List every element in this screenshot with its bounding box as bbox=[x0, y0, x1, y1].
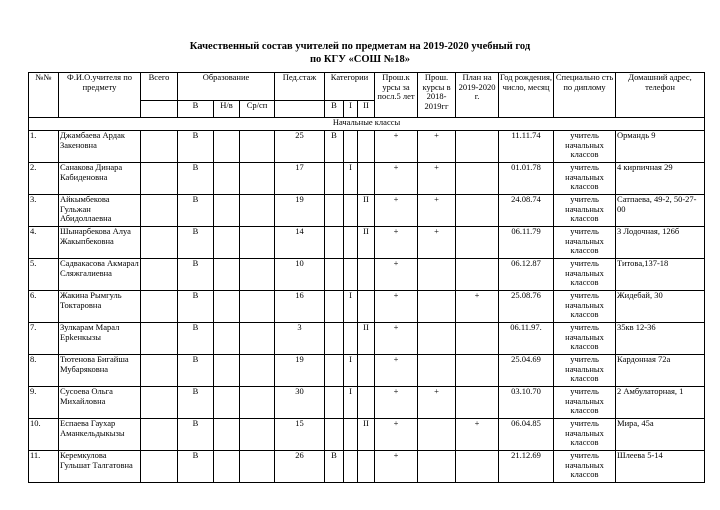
courses-past: + bbox=[375, 451, 418, 483]
category-highest bbox=[325, 419, 344, 451]
edu-secondary-special bbox=[240, 387, 275, 419]
category-second: II bbox=[358, 227, 375, 259]
row-number: 6. bbox=[29, 291, 59, 323]
teacher-name: Еспаева Гаухар Аманкельдыкызы bbox=[59, 419, 141, 451]
category-highest bbox=[325, 387, 344, 419]
plan-2019: + bbox=[456, 291, 499, 323]
home-address: Жидебай, 30 bbox=[616, 291, 705, 323]
courses-2018: + bbox=[418, 131, 456, 163]
edu-higher: В bbox=[178, 131, 214, 163]
birth-date: 06.04.85 bbox=[499, 419, 554, 451]
plan-2019 bbox=[456, 387, 499, 419]
edu-incomplete bbox=[214, 163, 240, 195]
specialty: учитель начальных классов bbox=[554, 419, 616, 451]
courses-past: + bbox=[375, 195, 418, 227]
category-first bbox=[344, 451, 358, 483]
birth-date: 06.11.97. bbox=[499, 323, 554, 355]
edu-higher: В bbox=[178, 355, 214, 387]
ped-stazh: 25 bbox=[275, 131, 325, 163]
category-highest bbox=[325, 355, 344, 387]
plan-2019 bbox=[456, 195, 499, 227]
teacher-name: Зулкарам Марал Ерkенкызы bbox=[59, 323, 141, 355]
specialty: учитель начальных классов bbox=[554, 355, 616, 387]
ped-stazh: 19 bbox=[275, 355, 325, 387]
home-address: Кардонная 72а bbox=[616, 355, 705, 387]
specialty: учитель начальных классов bbox=[554, 387, 616, 419]
category-first bbox=[344, 227, 358, 259]
row-number: 10. bbox=[29, 419, 59, 451]
header-cat-2: II bbox=[358, 101, 375, 118]
category-first: I bbox=[344, 355, 358, 387]
header-edu-srsp: Ср/сп bbox=[240, 101, 275, 118]
category-first bbox=[344, 419, 358, 451]
ped-stazh: 14 bbox=[275, 227, 325, 259]
home-address: Шлеева 5-14 bbox=[616, 451, 705, 483]
edu-incomplete bbox=[214, 227, 240, 259]
category-second bbox=[358, 355, 375, 387]
header-stazh-sub bbox=[275, 101, 325, 118]
courses-past: + bbox=[375, 259, 418, 291]
total-cell bbox=[141, 355, 178, 387]
category-highest: В bbox=[325, 131, 344, 163]
courses-2018 bbox=[418, 355, 456, 387]
ped-stazh: 19 bbox=[275, 195, 325, 227]
edu-incomplete bbox=[214, 419, 240, 451]
birth-date: 25.04.69 bbox=[499, 355, 554, 387]
header-courses-2018: Прош. курсы в 2018-2019гг bbox=[418, 73, 456, 118]
category-highest bbox=[325, 291, 344, 323]
header-courses-past: Прош.к урсы за посл.5 лет bbox=[375, 73, 418, 118]
home-address: 2 Амбулаторная, 1 bbox=[616, 387, 705, 419]
ped-stazh: 17 bbox=[275, 163, 325, 195]
row-number: 2. bbox=[29, 163, 59, 195]
teacher-name: Садвакасова Акмарал Сляжгалиевна bbox=[59, 259, 141, 291]
edu-incomplete bbox=[214, 451, 240, 483]
plan-2019 bbox=[456, 131, 499, 163]
header-address: Домашний адрес, телефон bbox=[616, 73, 705, 118]
edu-secondary-special bbox=[240, 195, 275, 227]
specialty: учитель начальных классов bbox=[554, 163, 616, 195]
table-row bbox=[29, 259, 705, 291]
edu-higher: В bbox=[178, 291, 214, 323]
category-highest bbox=[325, 259, 344, 291]
plan-2019 bbox=[456, 259, 499, 291]
header-num: №№ bbox=[29, 73, 59, 118]
total-cell bbox=[141, 323, 178, 355]
specialty: учитель начальных классов bbox=[554, 195, 616, 227]
header-cat-v: В bbox=[325, 101, 344, 118]
ped-stazh: 26 bbox=[275, 451, 325, 483]
category-highest bbox=[325, 323, 344, 355]
courses-2018 bbox=[418, 451, 456, 483]
table-row bbox=[29, 387, 705, 419]
specialty: учитель начальных классов bbox=[554, 131, 616, 163]
header-ped-stazh: Пед.стаж bbox=[275, 73, 325, 101]
ped-stazh: 30 bbox=[275, 387, 325, 419]
edu-higher: В bbox=[178, 451, 214, 483]
courses-past: + bbox=[375, 163, 418, 195]
edu-secondary-special bbox=[240, 227, 275, 259]
edu-secondary-special bbox=[240, 131, 275, 163]
home-address: 35кв 12-36 bbox=[616, 323, 705, 355]
total-cell bbox=[141, 195, 178, 227]
courses-past: + bbox=[375, 419, 418, 451]
row-number: 7. bbox=[29, 323, 59, 355]
edu-higher: В bbox=[178, 163, 214, 195]
category-first bbox=[344, 131, 358, 163]
header-total-sub bbox=[141, 101, 178, 118]
title-line-2: по КГУ «СОШ №18» bbox=[309, 54, 410, 65]
category-highest bbox=[325, 163, 344, 195]
category-first bbox=[344, 195, 358, 227]
courses-2018: + bbox=[418, 387, 456, 419]
category-second bbox=[358, 259, 375, 291]
header-education: Образование bbox=[178, 73, 275, 101]
courses-2018: + bbox=[418, 195, 456, 227]
header-birth: Год рождения, число, месяц bbox=[499, 73, 554, 118]
header-cat-1: I bbox=[344, 101, 358, 118]
birth-date: 01.01.78 bbox=[499, 163, 554, 195]
row-number: 5. bbox=[29, 259, 59, 291]
birth-date: 06.11.79 bbox=[499, 227, 554, 259]
courses-past: + bbox=[375, 131, 418, 163]
teacher-name: Шынарбекова Алуа Жакыпбековна bbox=[59, 227, 141, 259]
ped-stazh: 3 bbox=[275, 323, 325, 355]
header-plan: План на 2019-2020 г. bbox=[456, 73, 499, 118]
edu-higher: В bbox=[178, 195, 214, 227]
category-second bbox=[358, 163, 375, 195]
edu-incomplete bbox=[214, 355, 240, 387]
birth-date: 25.08.76 bbox=[499, 291, 554, 323]
teacher-name: Джамбаева Ардак Закеновна bbox=[59, 131, 141, 163]
courses-2018 bbox=[418, 259, 456, 291]
birth-date: 24.08.74 bbox=[499, 195, 554, 227]
teacher-name: Санакова Динара Кабиденовна bbox=[59, 163, 141, 195]
courses-past: + bbox=[375, 291, 418, 323]
header-edu-v: В bbox=[178, 101, 214, 118]
table-body bbox=[29, 118, 705, 483]
teacher-name: Сусоева Ольга Михайловна bbox=[59, 387, 141, 419]
category-highest bbox=[325, 195, 344, 227]
edu-higher: В bbox=[178, 259, 214, 291]
total-cell bbox=[141, 259, 178, 291]
total-cell bbox=[141, 227, 178, 259]
edu-secondary-special bbox=[240, 163, 275, 195]
total-cell bbox=[141, 131, 178, 163]
courses-2018 bbox=[418, 291, 456, 323]
specialty: учитель начальных классов bbox=[554, 291, 616, 323]
table-row bbox=[29, 355, 705, 387]
plan-2019 bbox=[456, 323, 499, 355]
total-cell bbox=[141, 387, 178, 419]
courses-past: + bbox=[375, 355, 418, 387]
courses-2018: + bbox=[418, 163, 456, 195]
birth-date: 21.12.69 bbox=[499, 451, 554, 483]
category-highest bbox=[325, 227, 344, 259]
home-address: 4 кирпичная 29 bbox=[616, 163, 705, 195]
birth-date: 11.11.74 bbox=[499, 131, 554, 163]
courses-2018 bbox=[418, 419, 456, 451]
category-second: II bbox=[358, 323, 375, 355]
category-first bbox=[344, 323, 358, 355]
home-address: Мира, 45а bbox=[616, 419, 705, 451]
specialty: учитель начальных классов bbox=[554, 227, 616, 259]
row-number: 8. bbox=[29, 355, 59, 387]
edu-incomplete bbox=[214, 291, 240, 323]
ped-stazh: 15 bbox=[275, 419, 325, 451]
edu-secondary-special bbox=[240, 451, 275, 483]
category-first: I bbox=[344, 387, 358, 419]
teacher-name: Тютенова Бигайша Мубаряковна bbox=[59, 355, 141, 387]
header-fio: Ф.И.О.учителя по предмету bbox=[59, 73, 141, 118]
section-primary-classes: Начальные классы bbox=[29, 118, 705, 131]
courses-2018 bbox=[418, 323, 456, 355]
home-address: 3 Лодочная, 126б bbox=[616, 227, 705, 259]
table-row bbox=[29, 291, 705, 323]
birth-date: 06.12.87 bbox=[499, 259, 554, 291]
edu-secondary-special bbox=[240, 323, 275, 355]
table-row bbox=[29, 227, 705, 259]
courses-past: + bbox=[375, 227, 418, 259]
courses-past: + bbox=[375, 387, 418, 419]
teacher-name: Керемкулова Гульшат Талгатовна bbox=[59, 451, 141, 483]
courses-2018: + bbox=[418, 227, 456, 259]
table-row bbox=[29, 419, 705, 451]
edu-secondary-special bbox=[240, 419, 275, 451]
specialty: учитель начальных классов bbox=[554, 259, 616, 291]
header-total: Всего bbox=[141, 73, 178, 101]
document-title bbox=[0, 40, 720, 66]
table-row bbox=[29, 163, 705, 195]
ped-stazh: 16 bbox=[275, 291, 325, 323]
row-number: 1. bbox=[29, 131, 59, 163]
title-line-1: Качественный состав учителей по предметам на 2019-2020 учебный год bbox=[189, 41, 531, 52]
edu-higher: В bbox=[178, 419, 214, 451]
edu-secondary-special bbox=[240, 291, 275, 323]
edu-incomplete bbox=[214, 387, 240, 419]
table-row bbox=[29, 195, 705, 227]
category-first bbox=[344, 259, 358, 291]
specialty: учитель начальных классов bbox=[554, 451, 616, 483]
teacher-name: Жакина Рымгуль Токтаровна bbox=[59, 291, 141, 323]
plan-2019 bbox=[456, 227, 499, 259]
home-address: Сатпаева, 49-2, 50-27-00 bbox=[616, 195, 705, 227]
edu-higher: В bbox=[178, 227, 214, 259]
row-number: 4. bbox=[29, 227, 59, 259]
header-specialty: Специально сть по диплому bbox=[554, 73, 616, 118]
header-categories: Категории bbox=[325, 73, 375, 101]
category-first: I bbox=[344, 291, 358, 323]
plan-2019 bbox=[456, 163, 499, 195]
plan-2019 bbox=[456, 355, 499, 387]
plan-2019: + bbox=[456, 419, 499, 451]
edu-higher: В bbox=[178, 323, 214, 355]
category-second bbox=[358, 291, 375, 323]
teacher-name: Айкымбекова Гульжан Абидоллаевна bbox=[59, 195, 141, 227]
birth-date: 03.10.70 bbox=[499, 387, 554, 419]
courses-past: + bbox=[375, 323, 418, 355]
section-row bbox=[29, 118, 705, 131]
row-number: 9. bbox=[29, 387, 59, 419]
edu-incomplete bbox=[214, 195, 240, 227]
header-edu-nv: Н/в bbox=[214, 101, 240, 118]
edu-incomplete bbox=[214, 131, 240, 163]
teachers-table bbox=[28, 72, 705, 483]
table-row bbox=[29, 451, 705, 483]
category-second: II bbox=[358, 419, 375, 451]
row-number: 11. bbox=[29, 451, 59, 483]
plan-2019 bbox=[456, 451, 499, 483]
row-number: 3. bbox=[29, 195, 59, 227]
category-second bbox=[358, 451, 375, 483]
category-second: II bbox=[358, 195, 375, 227]
table-row bbox=[29, 131, 705, 163]
total-cell bbox=[141, 163, 178, 195]
edu-secondary-special bbox=[240, 355, 275, 387]
category-first: I bbox=[344, 163, 358, 195]
category-second bbox=[358, 131, 375, 163]
home-address: Титова,137-18 bbox=[616, 259, 705, 291]
category-second bbox=[358, 387, 375, 419]
edu-incomplete bbox=[214, 323, 240, 355]
ped-stazh: 10 bbox=[275, 259, 325, 291]
category-highest: В bbox=[325, 451, 344, 483]
total-cell bbox=[141, 451, 178, 483]
edu-incomplete bbox=[214, 259, 240, 291]
home-address: Ормандь 9 bbox=[616, 131, 705, 163]
specialty: учитель начальных классов bbox=[554, 323, 616, 355]
edu-secondary-special bbox=[240, 259, 275, 291]
total-cell bbox=[141, 419, 178, 451]
total-cell bbox=[141, 291, 178, 323]
table-row bbox=[29, 323, 705, 355]
edu-higher: В bbox=[178, 387, 214, 419]
